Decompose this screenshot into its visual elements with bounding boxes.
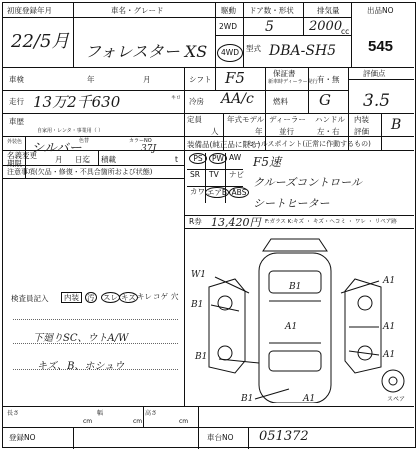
grid-line — [3, 17, 351, 18]
color-label: 外装色 — [7, 139, 23, 145]
transfer-label: 名義変更 — [7, 151, 37, 160]
grid-line — [351, 3, 352, 67]
grid-line — [348, 67, 349, 150]
spare-label: スペア — [387, 396, 406, 403]
height-label: 高さ — [145, 410, 158, 417]
loading-unit: t — [175, 155, 178, 164]
lot-label: 出品NO — [367, 6, 394, 15]
inspector-label: 検査員記入 — [11, 294, 49, 303]
r-ticket-value: 13,420円 — [211, 216, 261, 229]
model-value: DBA-SH5 — [269, 43, 337, 59]
shift-label: シフト — [189, 75, 212, 84]
inspector-note-2: キズ、B、ホシュウ — [37, 361, 125, 372]
warranty-sub-label: 新車時ディーラー発行 — [268, 79, 318, 85]
sales-point-title: セールスポイント(正常に作動するもの) — [247, 140, 371, 148]
interior-value: B — [391, 117, 402, 133]
inspector-option-hole: 穴 — [171, 292, 179, 301]
grid-line — [308, 67, 309, 113]
damage-mark: B1 — [191, 300, 204, 310]
first-reg-label: 初度登録年月 — [7, 6, 52, 15]
equipment-grid — [189, 153, 247, 213]
equipment-title: 装備品(純正品に限る) — [187, 140, 261, 149]
interior-sub-label: 評価 — [354, 127, 369, 136]
mileage-value: 13万2千630 — [33, 93, 121, 111]
damage-mark: A1 — [303, 394, 316, 403]
color-value: シルバー — [31, 141, 82, 156]
car-name-label: 車名・グレード — [111, 6, 164, 15]
caution-label: 注意事項(欠品・修復・不具合箇所および状態) — [7, 168, 153, 176]
score-label: 評価点 — [363, 69, 386, 78]
cooler-label: 冷房 — [189, 97, 204, 106]
sales-point-line-1: F5速 — [253, 155, 281, 169]
inspector-option-cut: キレ — [137, 292, 152, 301]
grid-line — [184, 67, 185, 406]
spare-tire-hub — [389, 377, 397, 385]
inspector-option-scuff: スレ — [103, 293, 118, 302]
dealer-sub-label: 並行 — [279, 127, 294, 136]
model-label: 型式 — [246, 44, 261, 53]
drive-label: 駆動 — [221, 6, 236, 15]
grid-line — [243, 3, 244, 67]
grid-line — [187, 186, 243, 187]
damage-legend: F:ガラス K:キズ ・ キズ・ヘコミ ・ ワレ ・ リペア跡 — [265, 219, 397, 225]
capacity-label: 定員 — [187, 115, 202, 124]
transfer-month-label: 月 — [55, 155, 63, 164]
shaken-label: 車検 — [9, 75, 24, 84]
grid-line — [3, 406, 414, 407]
car-name-value: フォレスター XS — [85, 42, 208, 61]
fuel-label: 燃料 — [273, 97, 288, 106]
wheel — [218, 346, 232, 360]
grid-line — [215, 35, 351, 36]
equipment-pw: PW — [209, 153, 227, 164]
year-model-unit: 年 — [255, 127, 263, 136]
damage-mark: A1 — [383, 276, 396, 286]
grid-line — [303, 3, 304, 35]
inspector-option-interior: 内装 — [61, 292, 82, 303]
equipment-aw: AW — [229, 153, 242, 162]
front-view-outline — [263, 239, 327, 251]
grid-line — [187, 169, 243, 170]
cooler-value: AA/c — [221, 91, 254, 107]
door-label: ドア数・形状 — [249, 6, 294, 15]
damage-mark: B1 — [289, 282, 302, 292]
sales-point-line-2: クルーズコントロール — [253, 176, 362, 189]
grid-line — [98, 150, 99, 165]
displacement-unit: cc — [341, 27, 350, 36]
equipment-sr: SR — [190, 170, 200, 179]
right-side-outline — [345, 279, 381, 373]
inspector-option-scratch: キズ — [121, 293, 136, 302]
color-no-label: 色替 — [79, 138, 90, 144]
chassis-label: 車台NO — [207, 433, 234, 442]
damage-mark: B1 — [241, 394, 254, 403]
shaken-month-label: 月 — [143, 75, 151, 84]
wheel — [358, 296, 372, 310]
grid-line — [73, 3, 74, 67]
equipment-navi: ナビ — [229, 170, 244, 179]
equipment-ps: PS — [189, 153, 207, 164]
grid-line — [225, 153, 226, 203]
grid-line — [265, 67, 266, 150]
grid-line — [3, 113, 414, 114]
history-label: 車歴 — [9, 117, 24, 126]
inspector-option-dirt: 汚 — [87, 293, 95, 302]
car-damage-diagram — [189, 231, 411, 403]
mileage-label: 走行 — [9, 97, 24, 106]
grid-line — [3, 427, 414, 428]
grid-line — [3, 165, 184, 166]
equipment-abs: ABS — [229, 187, 249, 198]
displacement-value: 2000 — [309, 19, 343, 34]
handle-options: 左・右 — [317, 127, 340, 136]
drive-2wd-option: 2WD — [219, 22, 237, 31]
grid-line — [3, 178, 184, 179]
height-unit: cm — [179, 418, 189, 425]
shift-value: F5 — [225, 69, 245, 87]
damage-mark: W1 — [191, 270, 206, 280]
auction-inspection-sheet — [2, 2, 416, 448]
warranty-options: 有・無 — [317, 75, 340, 84]
displacement-label: 排気量 — [317, 6, 340, 15]
color-code-label: カラーNO — [129, 138, 152, 144]
grid-line — [198, 406, 199, 449]
year-model-label: 年式モデル — [227, 115, 265, 124]
shaken-year-label: 年 — [87, 75, 95, 84]
rear-window — [269, 351, 321, 371]
sales-point-line-3: シートヒーター — [253, 197, 330, 210]
fuel-value: G — [319, 91, 331, 109]
grid-line — [73, 427, 74, 449]
note-rule — [13, 319, 178, 320]
warranty-label: 保証書 — [273, 69, 296, 78]
width-unit: cm — [133, 418, 143, 425]
grid-line — [381, 113, 382, 150]
length-label: 長さ — [7, 410, 20, 417]
transfer-day-label: 日迄 — [75, 155, 90, 164]
damage-mark: A1 — [383, 350, 396, 360]
handle-label: ハンドル — [315, 115, 345, 124]
spare-tire — [382, 370, 404, 392]
grid-line — [348, 79, 414, 80]
lot-number: 545 — [368, 38, 394, 55]
score-value: 3.5 — [363, 91, 391, 111]
equipment-leather: カワ — [190, 187, 205, 196]
chassis-value: 051372 — [259, 429, 309, 444]
reg-no-label: 登録NO — [9, 433, 36, 442]
r-ticket-label: R券 — [189, 217, 202, 226]
equipment-tv: TV — [209, 170, 219, 179]
inspector-option-burn: コゲ — [153, 292, 168, 301]
equipment-airbag: エアB — [206, 188, 228, 197]
inspector-options — [61, 292, 179, 304]
length-unit: cm — [83, 418, 93, 425]
grid-line — [143, 406, 144, 427]
door-value: 5 — [265, 19, 274, 35]
damage-mark: B1 — [195, 352, 208, 362]
dealer-label: ディーラー — [269, 115, 306, 124]
loading-label: 積載 — [101, 155, 116, 164]
damage-mark: A1 — [285, 322, 298, 332]
history-options: 自家用・レンタ・事業用（ ） — [37, 128, 104, 134]
capacity-unit: 人 — [211, 127, 219, 136]
grid-line — [205, 153, 206, 203]
first-reg-value: 22/5月 — [11, 31, 70, 52]
mileage-unit: キロ — [171, 95, 182, 101]
interior-label: 内装 — [354, 115, 369, 124]
inspector-note-1: 下廻りSC、ウトA/W — [33, 333, 129, 344]
grid-line — [248, 427, 249, 449]
left-side-outline — [209, 279, 245, 373]
grid-line — [215, 3, 216, 90]
grid-line — [3, 67, 414, 68]
drive-4wd-option: 4WD — [217, 44, 243, 62]
color-code-value: 37J — [141, 144, 157, 154]
damage-mark: A1 — [383, 322, 396, 332]
width-label: 幅 — [97, 410, 104, 417]
transfer-sub-label: 期限 — [7, 159, 22, 168]
